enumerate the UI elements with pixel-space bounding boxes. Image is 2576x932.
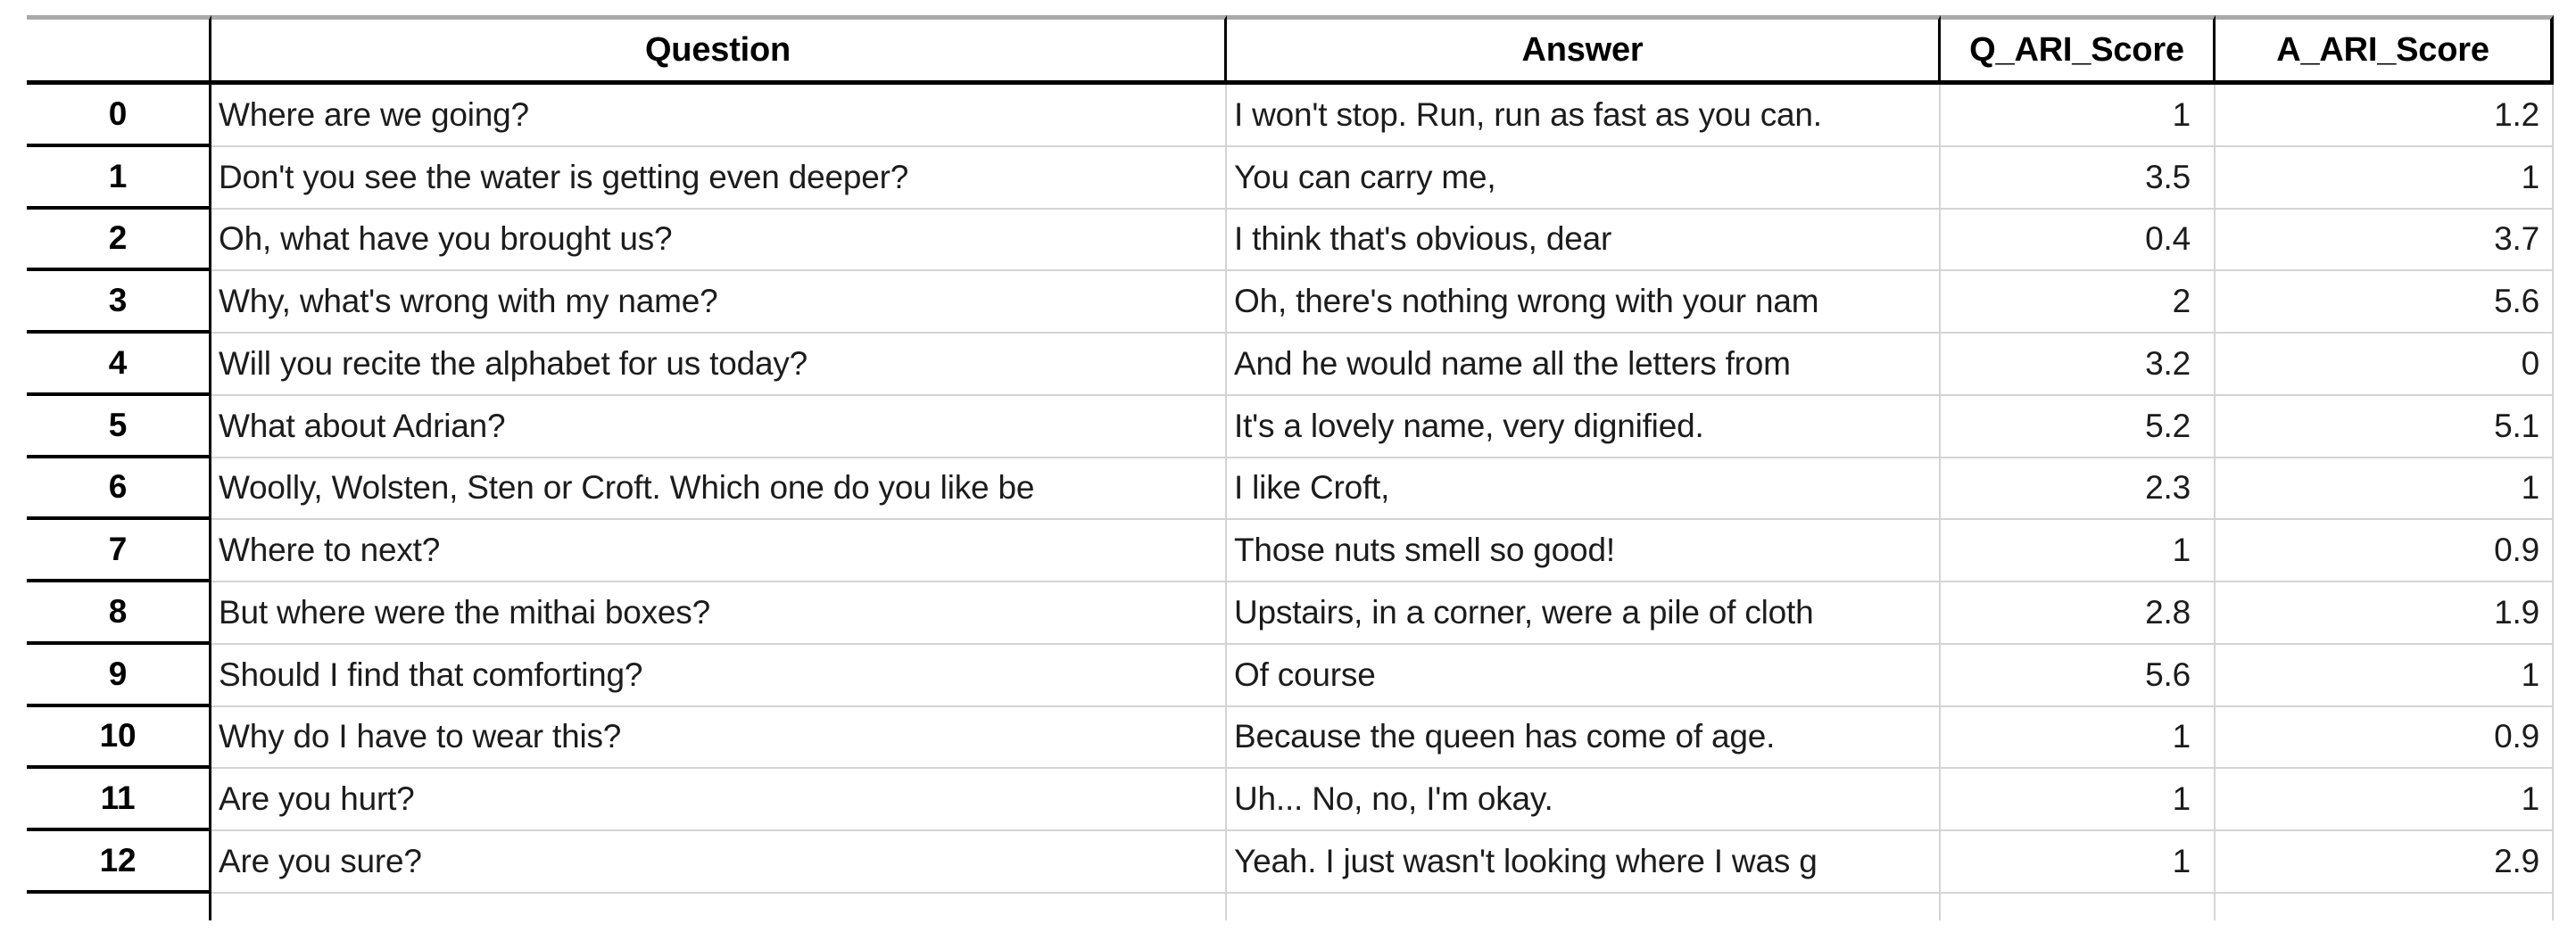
index-column-header[interactable]	[27, 15, 211, 85]
question-cell[interactable]: Why, what's wrong with my name?	[211, 271, 1227, 334]
row-index[interactable]: 11	[27, 769, 211, 831]
a-ari-score-cell[interactable]: 1.9	[2216, 582, 2554, 645]
answer-cell[interactable]: It's a lovely name, very dignified.	[1227, 396, 1941, 458]
question-cell[interactable]: Will you recite the alphabet for us today?	[211, 334, 1227, 396]
a-ari-score-column-header[interactable]: A_ARI_Score	[2216, 15, 2554, 85]
question-column-header[interactable]: Question	[211, 15, 1227, 85]
row-index[interactable]: 1	[27, 147, 211, 210]
q-ari-score-cell[interactable]: 0.4	[1941, 210, 2216, 272]
a-ari-score-cell[interactable]: 0.9	[2216, 520, 2554, 582]
a-ari-score-cell[interactable]	[2216, 894, 2554, 920]
row-index[interactable]	[27, 894, 211, 920]
question-cell[interactable]: But where were the mithai boxes?	[211, 582, 1227, 645]
answer-cell[interactable]: Those nuts smell so good!	[1227, 520, 1941, 582]
question-cell[interactable]: Woolly, Wolsten, Sten or Croft. Which one do you like be	[211, 458, 1227, 521]
a-ari-score-cell[interactable]: 0.9	[2216, 707, 2554, 770]
answer-cell[interactable]: Oh, there's nothing wrong with your nam	[1227, 271, 1941, 334]
answer-cell[interactable]: Of course	[1227, 645, 1941, 707]
question-cell[interactable]: Where to next?	[211, 520, 1227, 582]
a-ari-score-cell[interactable]: 1	[2216, 147, 2554, 210]
question-cell[interactable]	[211, 894, 1227, 920]
q-ari-score-cell[interactable]: 3.5	[1941, 147, 2216, 210]
a-ari-score-cell[interactable]: 3.7	[2216, 210, 2554, 272]
answer-cell[interactable]: I won't stop. Run, run as fast as you can.	[1227, 85, 1941, 147]
q-ari-score-cell[interactable]: 2.3	[1941, 458, 2216, 521]
a-ari-score-cell[interactable]: 1	[2216, 769, 2554, 831]
answer-column-header[interactable]: Answer	[1227, 15, 1941, 85]
question-cell[interactable]: Where are we going?	[211, 85, 1227, 147]
q-ari-score-cell[interactable]: 1	[1941, 85, 2216, 147]
answer-cell[interactable]: I think that's obvious, dear	[1227, 210, 1941, 272]
answer-cell[interactable]: And he would name all the letters from	[1227, 334, 1941, 396]
row-index[interactable]: 9	[27, 645, 211, 707]
q-ari-score-cell[interactable]: 3.2	[1941, 334, 2216, 396]
q-ari-score-cell[interactable]: 2.8	[1941, 582, 2216, 645]
question-cell[interactable]: Oh, what have you brought us?	[211, 210, 1227, 272]
q-ari-score-cell[interactable]: 1	[1941, 520, 2216, 582]
question-cell[interactable]: Are you hurt?	[211, 769, 1227, 831]
row-index[interactable]: 6	[27, 458, 211, 521]
row-index[interactable]: 4	[27, 334, 211, 396]
a-ari-score-cell[interactable]: 5.1	[2216, 396, 2554, 458]
a-ari-score-cell[interactable]: 1	[2216, 645, 2554, 707]
q-ari-score-cell[interactable]: 2	[1941, 271, 2216, 334]
row-index[interactable]: 3	[27, 271, 211, 334]
row-index[interactable]: 12	[27, 831, 211, 894]
row-index[interactable]: 8	[27, 582, 211, 645]
a-ari-score-cell[interactable]: 5.6	[2216, 271, 2554, 334]
answer-cell[interactable]	[1227, 894, 1941, 920]
q-ari-score-cell[interactable]: 1	[1941, 831, 2216, 894]
answer-cell[interactable]: Upstairs, in a corner, were a pile of cloth	[1227, 582, 1941, 645]
answer-cell[interactable]: I like Croft,	[1227, 458, 1941, 521]
question-cell[interactable]: What about Adrian?	[211, 396, 1227, 458]
q-ari-score-column-header[interactable]: Q_ARI_Score	[1941, 15, 2216, 85]
a-ari-score-cell[interactable]: 0	[2216, 334, 2554, 396]
row-index[interactable]: 7	[27, 520, 211, 582]
qa-ari-table	[27, 15, 2554, 920]
q-ari-score-cell[interactable]: 1	[1941, 707, 2216, 770]
q-ari-score-cell[interactable]: 5.6	[1941, 645, 2216, 707]
question-cell[interactable]: Why do I have to wear this?	[211, 707, 1227, 770]
a-ari-score-cell[interactable]: 2.9	[2216, 831, 2554, 894]
question-cell[interactable]: Should I find that comforting?	[211, 645, 1227, 707]
a-ari-score-cell[interactable]: 1	[2216, 458, 2554, 521]
q-ari-score-cell[interactable]	[1941, 894, 2216, 920]
row-index[interactable]: 0	[27, 85, 211, 147]
row-index[interactable]: 5	[27, 396, 211, 458]
answer-cell[interactable]: Uh... No, no, I'm okay.	[1227, 769, 1941, 831]
question-cell[interactable]: Are you sure?	[211, 831, 1227, 894]
answer-cell[interactable]: You can carry me,	[1227, 147, 1941, 210]
row-index[interactable]: 2	[27, 210, 211, 272]
question-cell[interactable]: Don't you see the water is getting even deeper?	[211, 147, 1227, 210]
answer-cell[interactable]: Because the queen has come of age.	[1227, 707, 1941, 770]
q-ari-score-cell[interactable]: 1	[1941, 769, 2216, 831]
answer-cell[interactable]: Yeah. I just wasn't looking where I was g	[1227, 831, 1941, 894]
q-ari-score-cell[interactable]: 5.2	[1941, 396, 2216, 458]
row-index[interactable]: 10	[27, 707, 211, 770]
a-ari-score-cell[interactable]: 1.2	[2216, 85, 2554, 147]
